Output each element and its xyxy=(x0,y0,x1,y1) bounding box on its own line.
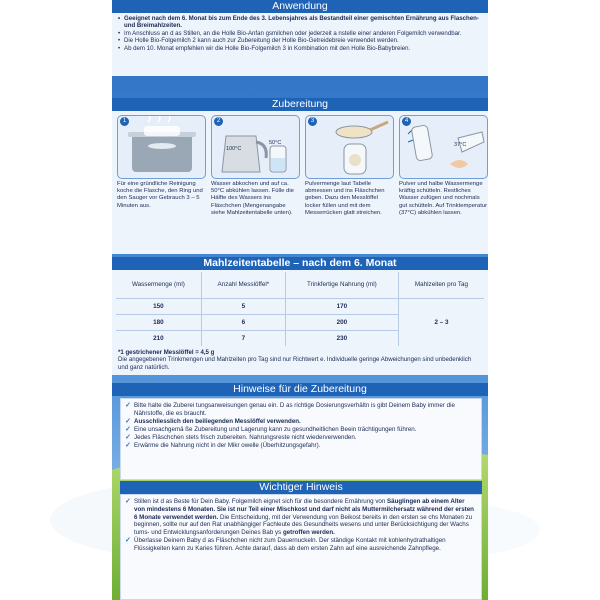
hint-text: Ausschliesslich den beiliegenden Messlöffel verwenden. xyxy=(134,417,301,425)
hint-text: Eine unsachgemä ße Zubereitung und Lagerung kann zu gesundheitlichen Beein trächtigungen führen. xyxy=(134,425,417,433)
bottle-temperature: 50°C xyxy=(269,140,282,146)
important-text: Stillen ist d as Beste für Dein Baby. Folgemilch eignet sich für die besondere Ernährung von xyxy=(134,498,386,505)
important-box xyxy=(120,494,482,600)
check-icon: ✓ xyxy=(125,417,131,425)
table-cell: 7 xyxy=(201,331,285,347)
preparation-title: Zubereitung xyxy=(112,98,488,111)
hint-item xyxy=(125,402,477,418)
drinking-temperature: 37°C xyxy=(454,142,467,148)
hint-item xyxy=(125,418,477,426)
step-number: 3 xyxy=(308,117,317,126)
table-cell: 5 xyxy=(201,299,285,315)
table-cell: 150 xyxy=(116,299,201,315)
step-number: 2 xyxy=(214,117,223,126)
table-cell: 180 xyxy=(116,315,201,331)
usage-item: • Im Anschluss an d as Stillen, an die Holle Bio-Anfan gsmilchen oder jederzeit a nstelle einer anderen Folgemilch verwendbar. xyxy=(118,30,482,37)
step-number: 1 xyxy=(120,117,129,126)
preparation-steps xyxy=(112,111,488,217)
pot-icon xyxy=(118,116,206,178)
check-icon: ✓ xyxy=(125,441,131,449)
table-header-cell: Anzahl Messlöffel* xyxy=(201,272,285,299)
scoop-illustration xyxy=(305,115,394,179)
hint-text: Jedes Fläschchen stets frisch zubereiten. Nahrungsreste nicht wiederverwenden. xyxy=(134,433,357,441)
scoop-weight-note: *1 gestrichener Messlöffel = 4,5 g xyxy=(118,349,215,356)
usage-item: • Geeignet nach dem 6. Monat bis zum Ende des 3. Lebensjahres als Bestandteil einer gemischten Ernährung aus Flaschen- und Breimahlzeiten. xyxy=(118,15,482,30)
important-title: Wichtiger Hinweis xyxy=(120,481,482,494)
check-icon: ✓ xyxy=(125,402,131,409)
hints-list xyxy=(121,399,481,452)
check-icon: ✓ xyxy=(125,433,131,441)
step-number: 4 xyxy=(402,117,411,126)
usage-section xyxy=(112,0,488,76)
meal-table-title: Mahlzeitentabelle – nach dem 6. Monat xyxy=(112,257,488,270)
usage-item: • Die Holle Bio-Folgemilch 2 kann auch zur Zubereitung der Holle Bio-Getreidebreie verwendet werden. xyxy=(118,37,482,44)
table-header-cell: Mahlzeiten pro Tag xyxy=(398,272,484,299)
preparation-step-4 xyxy=(399,115,488,217)
preparation-step-2 xyxy=(211,115,300,217)
step-text: Wasser abkochen und auf ca. 50°C abkühlen lassen. Fülle die Hälfte des Wassers ins Fläschchen (Mengenangabe siehe Mahlzeitentabelle unten). xyxy=(211,181,294,216)
usage-item: • Ab dem 10. Monat empfehlen wir die Holle Bio-Folgemilch 3 in Kombination mit den Holle Bio-Babybreien. xyxy=(118,45,482,52)
meals-per-day-cell: 2 – 3 xyxy=(398,299,484,347)
boiling-pot-illustration xyxy=(117,115,206,179)
hint-text: Bitte halte die Zuberei tungsanweisungen genau ein. D as richtige Dosierungsverhältn is gibt Deinem Baby immer die Nährstoffe, die es braucht. xyxy=(134,402,455,417)
step-text: Pulvermenge laut Tabelle abmessen und ins Fläschchen geben. Dazu den Messlöffel locker füllen und mit dem Messerrücken glatt streichen. xyxy=(305,181,385,216)
important-text: Die Entscheidung, mit der Verwendung von Beikost bereits in den ersten se chs Monaten zu beginnen, sollte nur auf den Rat unabhängiger Fachleute des Gesundheits wesens und unter Berücksichtigung der Wachs tums- und Entwicklungsanforderungen Deines Bab ys xyxy=(134,513,473,537)
important-item xyxy=(125,537,477,553)
important-text-bold: getroffen werden. xyxy=(282,529,335,537)
table-cell: 200 xyxy=(285,315,398,331)
guideline-note: Die angegebenen Trinkmengen und Mahlzeiten pro Tag sind nur Richtwert e. Individuelle geringe Abweichungen sind unbedenklich und ganz natürlich. xyxy=(118,356,472,371)
usage-title: Anwendung xyxy=(112,0,488,13)
check-icon: ✓ xyxy=(125,425,131,433)
hint-item xyxy=(125,442,477,450)
table-cell: 170 xyxy=(285,299,398,315)
hint-item xyxy=(125,434,477,442)
kettle-illustration xyxy=(211,115,300,179)
step-text: Pulver und halbe Wassermenge kräftig schütteln. Restliches Wasser zufügen und nochmals gut schütteln. Auf Trinktemperatur (37°C) abkühlen lassen. xyxy=(399,181,488,216)
usage-list xyxy=(112,13,488,55)
kettle-temperature: 100°C xyxy=(226,146,242,152)
table-footnote xyxy=(112,346,488,374)
hints-box xyxy=(120,398,482,480)
meal-table-section xyxy=(112,257,488,375)
meal-table xyxy=(116,272,484,346)
step-text: Für eine gründliche Reinigung koche die Flasche, den Ring und den Sauger vor Gebrauch 3 – 5 Minuten aus. xyxy=(117,181,203,209)
table-header-cell: Trinkfertige Nahrung (ml) xyxy=(285,272,398,299)
bottle-icon xyxy=(400,116,488,178)
table-cell: 6 xyxy=(201,315,285,331)
bottle-shake-illustration xyxy=(399,115,488,179)
preparation-step-3 xyxy=(305,115,394,217)
important-list xyxy=(121,495,481,556)
table-row xyxy=(116,299,484,315)
check-icon: ✓ xyxy=(125,498,131,505)
scoop-icon xyxy=(306,116,394,178)
table-header-cell: Wassermenge (ml) xyxy=(116,272,201,299)
preparation-section xyxy=(112,98,488,254)
hint-text: Erwärme die Nahrung nicht in der Mikr owelle (Überhitzungsgefahr). xyxy=(134,441,321,449)
table-cell: 210 xyxy=(153,335,164,342)
preparation-step-1 xyxy=(117,115,206,217)
table-header-row xyxy=(116,272,484,299)
hints-title: Hinweise für die Zubereitung xyxy=(112,383,488,396)
hint-item xyxy=(125,426,477,434)
important-text-bold: Säuglingen ab einem Alter von mindestens 6 Monaten. Sie ist nur Teil einer Mischkost und darf nicht als Muttermilchersatz während der ersten 6 Monate verwendet werden. xyxy=(134,498,474,521)
important-item xyxy=(125,498,477,537)
check-icon: ✓ xyxy=(125,536,131,544)
important-text: Überlasse Deinem Baby d as Fläschchen nicht zum Dauernuckeln. Der ständige Kontakt mit kohlenhydrathaltigen Flüssigkeiten kann zu Karies führen. Achte darauf, dass ab dem ersten Zahn auf eine ausreichende Zahnpflege. xyxy=(134,536,446,552)
table-cell: 230 xyxy=(285,331,398,347)
